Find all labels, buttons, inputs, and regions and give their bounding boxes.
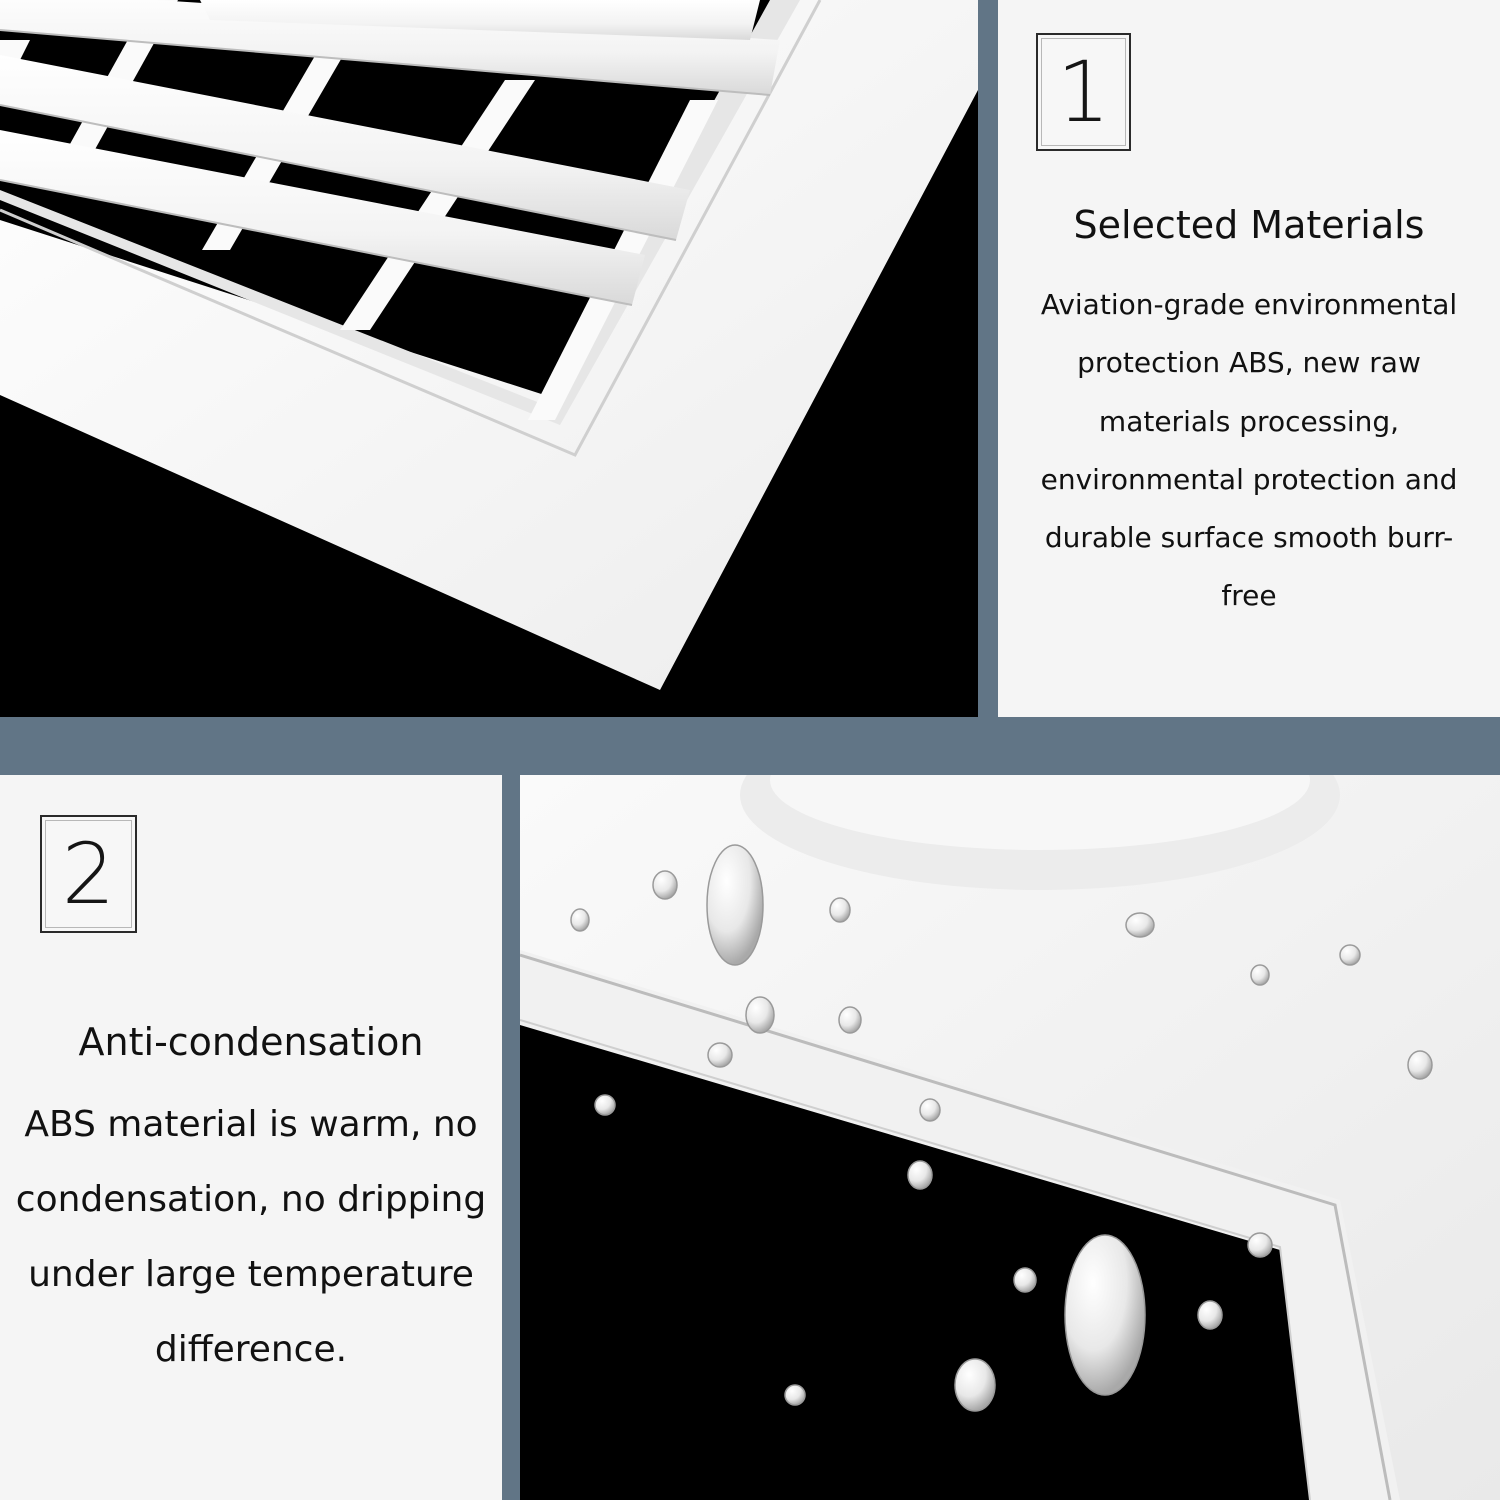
- feature-number-badge: 1: [1036, 33, 1131, 151]
- grille-louver-illustration: [0, 0, 978, 717]
- water-droplet-illustration: [520, 775, 1500, 1500]
- feature-title: Anti-condensation: [78, 1020, 424, 1064]
- feature-number-badge: 2: [40, 815, 137, 933]
- grille-louver-photo: [0, 0, 978, 717]
- feature-description: ABS material is warm, no condensation, no dripping under large temperature difference.: [15, 1104, 487, 1370]
- feature-title: Selected Materials: [1073, 203, 1425, 247]
- feature-description: Aviation-grade environmental protection ABS, new raw materials processing, environmental protection and durable surface smooth burr-free: [1040, 288, 1458, 613]
- condensation-droplet-photo: [520, 775, 1500, 1500]
- feature-panel-selected-materials: [998, 0, 1500, 717]
